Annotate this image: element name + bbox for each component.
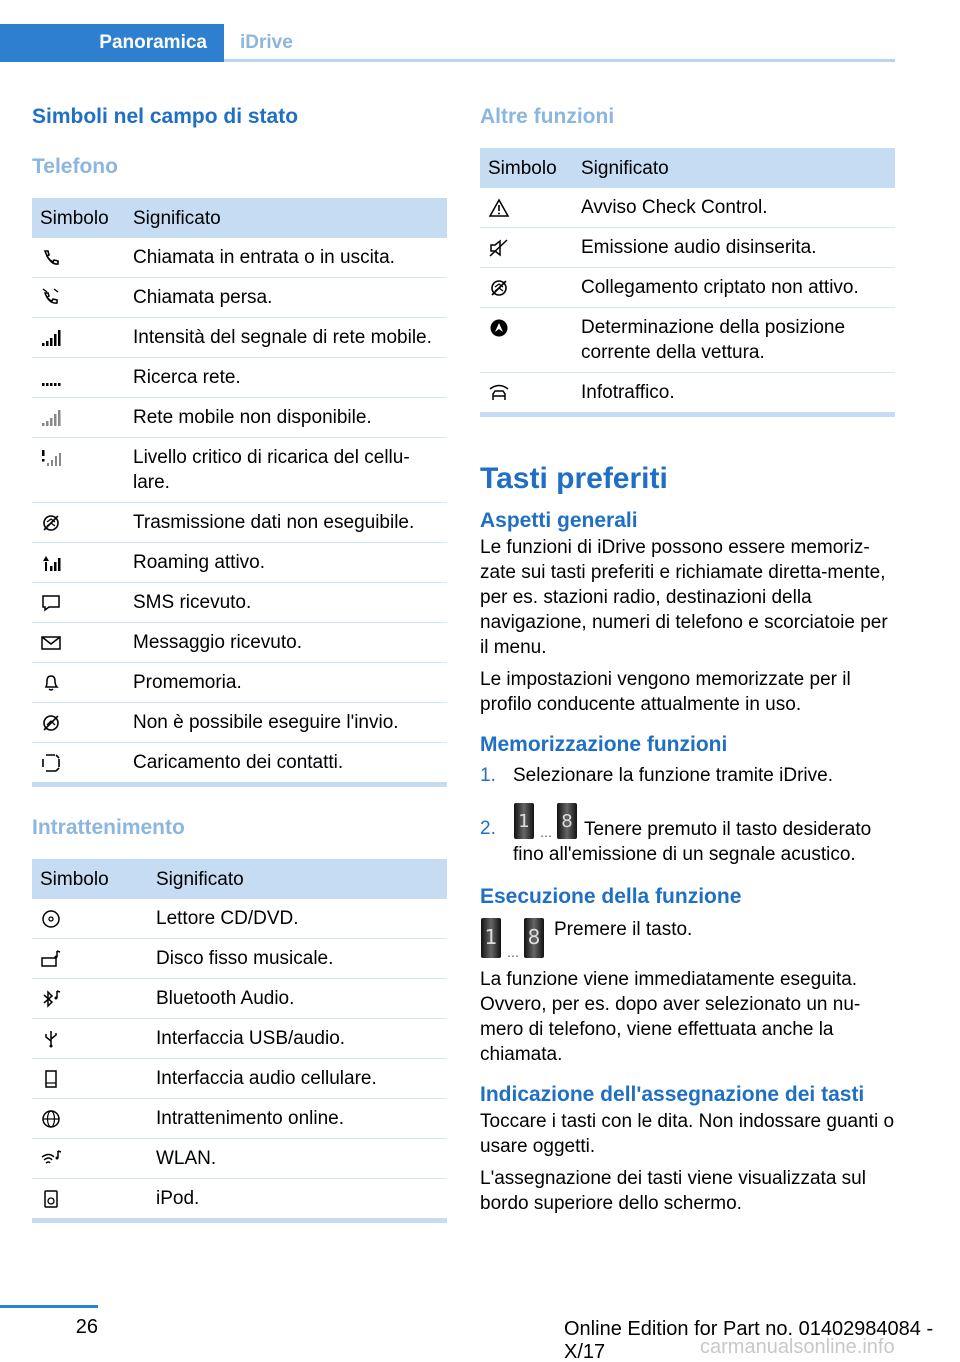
table-row	[32, 703, 447, 743]
table-row	[32, 583, 447, 623]
meaning-cell: Promemoria.	[125, 663, 447, 703]
usb-icon	[40, 1026, 66, 1051]
symbol-cell	[32, 1179, 148, 1219]
favorite-keys-icon	[513, 802, 579, 842]
table-header	[32, 198, 447, 238]
meaning-cell: Non è possibile eseguire l'invio.	[125, 703, 447, 743]
meaning-cell: Interfaccia USB/audio.	[148, 1019, 447, 1059]
symbol-cell	[32, 979, 148, 1019]
symbol-cell	[32, 438, 125, 503]
position-icon	[488, 315, 514, 340]
table-row	[32, 438, 447, 503]
altre-table	[480, 148, 895, 412]
meaning-cell: Intensità del segnale di rete mobile.	[125, 318, 447, 358]
tab-panoramica[interactable]	[0, 24, 224, 62]
table-end-rule	[32, 1218, 447, 1223]
table-row	[32, 238, 447, 278]
symbol-cell	[32, 663, 125, 703]
envelope-icon	[40, 630, 66, 655]
meaning-cell: Messaggio ricevuto.	[125, 623, 447, 663]
memo-title: Memorizzazione funzioni	[480, 733, 728, 756]
cd-icon	[40, 906, 66, 931]
symbol-cell	[32, 1019, 148, 1059]
header-tabs	[0, 0, 960, 62]
table-row	[32, 743, 447, 783]
send-blocked-icon	[40, 710, 66, 735]
left-column	[32, 100, 447, 1223]
meaning-cell: Chiamata in entrata o in uscita.	[125, 238, 447, 278]
aspetti-title: Aspetti generali	[480, 509, 638, 532]
bluetooth-audio-icon	[40, 986, 66, 1011]
header-divider	[224, 59, 895, 62]
table-row	[32, 1139, 447, 1179]
symbol-cell	[480, 373, 573, 413]
warning-icon	[488, 195, 514, 220]
indic-paragraph-1: Toccare i tasti con le dita. Non indossare guanti o usare oggetti.	[480, 1111, 895, 1157]
meaning-cell: Chiamata persa.	[125, 278, 447, 318]
step-text: Selezionare la funzione tramite iDrive.	[513, 765, 833, 786]
online-entertainment-icon	[40, 1106, 66, 1131]
meaning-cell: Infotraffico.	[581, 382, 675, 403]
meaning-cell: Caricamento dei contatti.	[133, 752, 344, 773]
contacts-load-icon	[40, 750, 66, 775]
meaning-cell: Determinazione della posizione corrente della vettura.	[573, 308, 895, 373]
col-meaning: Significato	[148, 859, 447, 899]
indic-paragraph-2: L'assegnazione dei tasti viene visualizzata sul bordo superiore dello schermo.	[480, 1168, 866, 1214]
col-meaning: Significato	[125, 198, 447, 238]
key-label-8: 8	[561, 811, 573, 832]
mute-icon	[488, 235, 514, 260]
symbol-cell	[480, 228, 573, 268]
meaning-cell: Intrattenimento online.	[148, 1099, 447, 1139]
table-header	[32, 859, 447, 899]
aspetti-paragraph-1: Le funzioni di iDrive possono essere memoriz‐zate sui tasti preferiti e richiamate diretta‐mente, per es. stazioni radio, destinazioni della navigazione, numeri di telefono e scorciatoie per il menu.	[480, 537, 888, 658]
data-blocked-icon	[40, 510, 66, 535]
meaning-cell: Disco fisso musicale.	[148, 939, 447, 979]
edition-note: Online Edition for Part no. 01402984084 - X/17	[564, 1318, 934, 1362]
table-row	[32, 543, 447, 583]
symbol-cell	[480, 268, 573, 308]
esec-paragraph: La funzione viene immediatamente eseguita. Ovvero, per es. dopo aver selezionato un nu‐mero di telefono, viene effettuata anche la chiamata.	[480, 969, 861, 1065]
step-text: Tenere premuto il tasto desiderato fino all'emissione di un segnale acustico.	[513, 819, 872, 865]
step-1	[480, 763, 895, 788]
table-row	[32, 358, 447, 398]
intrattenimento-rows	[32, 899, 447, 1218]
symbol-cell	[32, 1099, 148, 1139]
col-symbol: Simbolo	[32, 198, 125, 238]
intrattenimento-title: Intrattenimento	[32, 816, 185, 839]
symbol-cell	[32, 743, 125, 783]
table-row	[480, 228, 895, 268]
meaning-cell: Collegamento criptato non attivo.	[573, 268, 895, 308]
tasti-title: Tasti preferiti	[480, 462, 668, 495]
symbol-cell	[32, 358, 125, 398]
hdd-music-icon	[40, 946, 66, 971]
symbol-cell	[32, 703, 125, 743]
table-end-rule	[480, 412, 895, 417]
telefono-title: Telefono	[32, 155, 118, 178]
key-dots: …	[540, 826, 552, 840]
meaning-cell: Roaming attivo.	[125, 543, 447, 583]
meaning-cell: Avviso Check Control.	[573, 188, 895, 228]
telefono-rows	[32, 238, 447, 782]
ipod-icon	[40, 1186, 66, 1211]
phone-audio-icon	[40, 1066, 66, 1091]
meaning-cell: WLAN.	[148, 1139, 447, 1179]
col-meaning: Significato	[573, 148, 895, 188]
altre-rows	[480, 188, 895, 412]
table-row	[32, 1179, 447, 1219]
telefono-table	[32, 198, 447, 782]
table-row	[32, 939, 447, 979]
meaning-cell: Emissione audio disinserita.	[573, 228, 895, 268]
phone-call-icon	[40, 245, 66, 270]
meaning-cell: Lettore CD/DVD.	[148, 899, 447, 939]
symbol-cell	[32, 398, 125, 438]
favorite-keys-icon	[480, 917, 546, 961]
table-row	[32, 503, 447, 543]
table-row	[32, 979, 447, 1019]
traffic-info-icon	[488, 380, 514, 405]
key-label-1: 1	[484, 925, 498, 949]
meaning-cell: Ricerca rete.	[125, 358, 447, 398]
meaning-cell: Livello critico di ricarica del cellu‐lare.	[125, 438, 447, 503]
symbol-cell	[32, 318, 125, 358]
symbol-cell	[32, 278, 125, 318]
esec-row	[480, 917, 895, 961]
table-row	[480, 268, 895, 308]
wlan-icon	[40, 1146, 66, 1171]
table-row	[480, 188, 895, 228]
roaming-icon	[40, 550, 66, 575]
meaning-cell: Bluetooth Audio.	[148, 979, 447, 1019]
symbol-cell	[32, 583, 125, 623]
network-search-icon	[40, 365, 66, 390]
meaning-cell: iPod.	[156, 1188, 200, 1209]
table-row	[32, 623, 447, 663]
intrattenimento-table	[32, 859, 447, 1218]
step-number: 1.	[480, 765, 496, 786]
symbol-cell	[32, 1139, 148, 1179]
table-row	[32, 318, 447, 358]
table-row	[32, 1019, 447, 1059]
symbol-cell	[32, 238, 125, 278]
col-symbol: Simbolo	[32, 859, 148, 899]
table-row	[32, 278, 447, 318]
col-symbol: Simbolo	[480, 148, 573, 188]
symbol-cell	[32, 543, 125, 583]
section-title: Simboli nel campo di stato	[32, 105, 299, 128]
key-label-8: 8	[527, 925, 541, 949]
key-dots: …	[507, 946, 519, 960]
symbol-cell	[32, 939, 148, 979]
table-row	[480, 373, 895, 413]
watermark: carmanualsonline.info	[700, 1336, 895, 1358]
table-row	[32, 899, 447, 939]
no-network-icon	[40, 405, 66, 430]
unencrypted-icon	[488, 275, 514, 300]
table-row	[32, 1059, 447, 1099]
key-label-1: 1	[518, 811, 530, 832]
altre-title: Altre funzioni	[480, 105, 615, 128]
symbol-cell	[480, 188, 573, 228]
table-row	[32, 663, 447, 703]
indic-title: Indicazione dell'assegnazione dei tasti	[480, 1083, 865, 1106]
aspetti-paragraph-2: Le impostazioni vengono memorizzate per il profilo conducente attualmente in uso.	[480, 669, 851, 715]
esec-title: Esecuzione della funzione	[480, 885, 742, 908]
signal-strength-icon	[40, 325, 66, 350]
sms-icon	[40, 590, 66, 615]
esec-text: Premere il tasto.	[554, 919, 693, 940]
meaning-cell: Trasmissione dati non eseguibile.	[125, 503, 447, 543]
table-row	[32, 398, 447, 438]
symbol-cell	[32, 899, 148, 939]
table-header	[480, 148, 895, 188]
right-column	[480, 100, 895, 1216]
table-row	[480, 308, 895, 373]
bell-icon	[40, 670, 66, 695]
table-row	[32, 1099, 447, 1139]
battery-critical-icon	[40, 445, 66, 470]
meaning-cell: Interfaccia audio cellulare.	[148, 1059, 447, 1099]
tab-idrive[interactable]	[240, 24, 293, 62]
meaning-cell: Rete mobile non disponibile.	[125, 398, 447, 438]
missed-call-icon	[40, 285, 66, 310]
symbol-cell	[32, 1059, 148, 1099]
symbol-cell	[32, 503, 125, 543]
step-2	[480, 802, 895, 867]
symbol-cell	[480, 308, 573, 373]
tab-idrive-label: iDrive	[240, 32, 293, 53]
tab-panoramica-label: Panoramica	[99, 32, 207, 53]
page-number: 26	[75, 1316, 98, 1338]
meaning-cell: SMS ricevuto.	[125, 583, 447, 623]
symbol-cell	[32, 623, 125, 663]
footer-rule	[0, 1305, 98, 1308]
table-end-rule	[32, 782, 447, 787]
step-number: 2.	[480, 818, 496, 839]
